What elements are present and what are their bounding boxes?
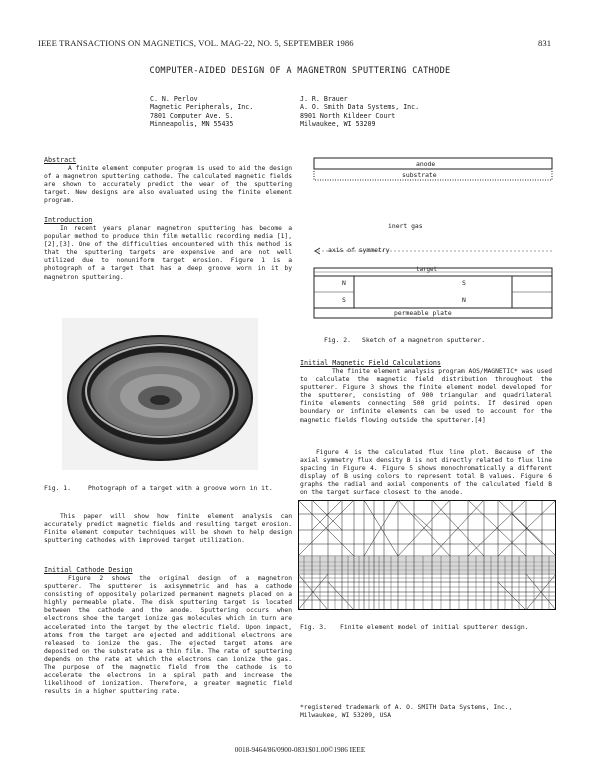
magnet-n-right: N (462, 296, 466, 304)
trademark-footnote: *registered trademark of A. O. SMITH Data Systems, Inc., Milwaukee, WI 53209, USA (300, 704, 513, 720)
target-label: target (416, 267, 437, 273)
anode-label: anode (416, 160, 436, 168)
fig2-sketch (312, 146, 556, 326)
abstract-text: A finite element computer program is used to aid the design of a magnetron sputtering cathode. The calculated magnetic fields are shown to accurately predict the wear of the sputtering target. New designs are also evaluated using the finite element program. (44, 165, 292, 205)
substrate-label: substrate (402, 171, 437, 179)
fig1-label: Fig. 1. (44, 484, 71, 492)
fig1-caption: Photograph of a target with a groove worn in it. (88, 484, 273, 492)
paper-title: COMPUTER-AIDED DESIGN OF A MAGNETRON SPUTTERING CATHODE (149, 66, 451, 76)
magnet-s-right: S (462, 279, 466, 287)
fig3-label: Fig. 3. (300, 623, 327, 631)
author-address: 7801 Computer Ave. S. (150, 111, 234, 120)
abstract-heading: Abstract (44, 156, 77, 164)
author-block-perlov (150, 95, 253, 128)
journal-header: IEEE TRANSACTIONS ON MAGNETICS, VOL. MAG-22, NO. 5, SEPTEMBER 1986 (38, 38, 354, 48)
fig3-mesh (298, 500, 556, 610)
initial-design-text: Figure 2 shows the original design of a magnetron sputterer. The sputterer is axisymmetric and has a cathode consisting of oppositely polarized permanent magnets placed on a highly permeable plate. The disk sputtering target is located between the cathode and the anode. Sputtering occurs when electrons shoe the target ionize gas molecules which in turn are accelerated into the target by the electric field. Upon impact, atoms from the target are ejected and additional electrons are released to ionize the gas. The ejected target atoms are deposited on the substrate as a thin film. The rate of sputtering depends on the rate at which the electrons can ionize the gas. The purpose of the magnetic field from the cathode is to accelerate the electrons in a spiral path and increase the likelihood of ionization. Therefore, a greater magnetic field results in a higher sputtering rate. (44, 575, 292, 696)
copyright-code: 0018-9464/86/0900-0831$01.00©1986 IEEE (234, 746, 366, 754)
author-city: Milwaukee, WI 53209 (300, 119, 376, 128)
author-block-brauer (300, 95, 419, 128)
permeable-plate-label: permeable plate (394, 309, 452, 317)
author-name: J. R. Brauer (300, 95, 348, 103)
introduction-heading: Introduction (44, 216, 93, 224)
author-city: Minneapolis, MN 55435 (150, 119, 234, 128)
fig2-caption: Sketch of a magnetron sputterer. (362, 336, 486, 344)
page-number: 831 (538, 38, 552, 48)
fig1-target-photo (62, 318, 258, 470)
author-affiliation: A. O. Smith Data Systems, Inc. (300, 103, 420, 112)
fig2-label: Fig. 2. (324, 336, 351, 344)
magnet-s-left: S (342, 296, 346, 304)
initial-field-text-2: Figure 4 is the calculated flux line plot. Because of the axial symmetry flux density B is not directly related to flux line spacing in Figure 4. Figure 5 shows monochromatically a different display of B using colors to represent total B values. Figure 6 graphs the radial and axial components of the calculated field B on the target surface closest to the anode. (300, 449, 552, 497)
intro-paragraph-2: This paper will show how finite element analysis can accurately predict magnetic fields and resulting target erosion. Finite element computer techniques will be shown to help design sputtering cathodes with improved target utilization. (44, 513, 292, 545)
author-name: C. N. Perlov (150, 95, 198, 103)
initial-field-text: The finite element analysis program AOS/MAGNETIC* was used to calculate the magnetic field distribution throughout the sputterer. Figure 3 shows the finite element model developed for the sputterer, consisting of 900 triangular and quadrilateral finite elements connecting 500 grid points. If desired open boundary or infinite elements can be used to account for the magnetic fields flowing outside the sputterer.[4] (300, 368, 552, 424)
axis-label: axis of symmetry (328, 246, 390, 254)
author-affiliation: Magnetic Peripherals, Inc. (150, 103, 254, 112)
author-address: 8901 North Kildeer Court (300, 111, 396, 120)
fig3-caption: Finite element model of initial sputterer design. (340, 623, 529, 631)
magnet-n-left: N (342, 279, 346, 287)
introduction-text: In recent years planar magnetron sputtering has become a popular method to produce thin film metallic recording media [1],[2],[3]. One of the difficulties encountered with this method is that the sputtering targets are expensive and are not well utilized due to nonuniform target erosion. Figure 1 is a photograph of a target that has a deep groove worn in it by magnetron sputtering. (44, 225, 292, 281)
inert-gas-label: inert gas (388, 222, 423, 230)
initial-design-heading: Initial Cathode Design (44, 566, 133, 574)
initial-field-heading: Initial Magnetic Field Calculations (300, 359, 441, 367)
